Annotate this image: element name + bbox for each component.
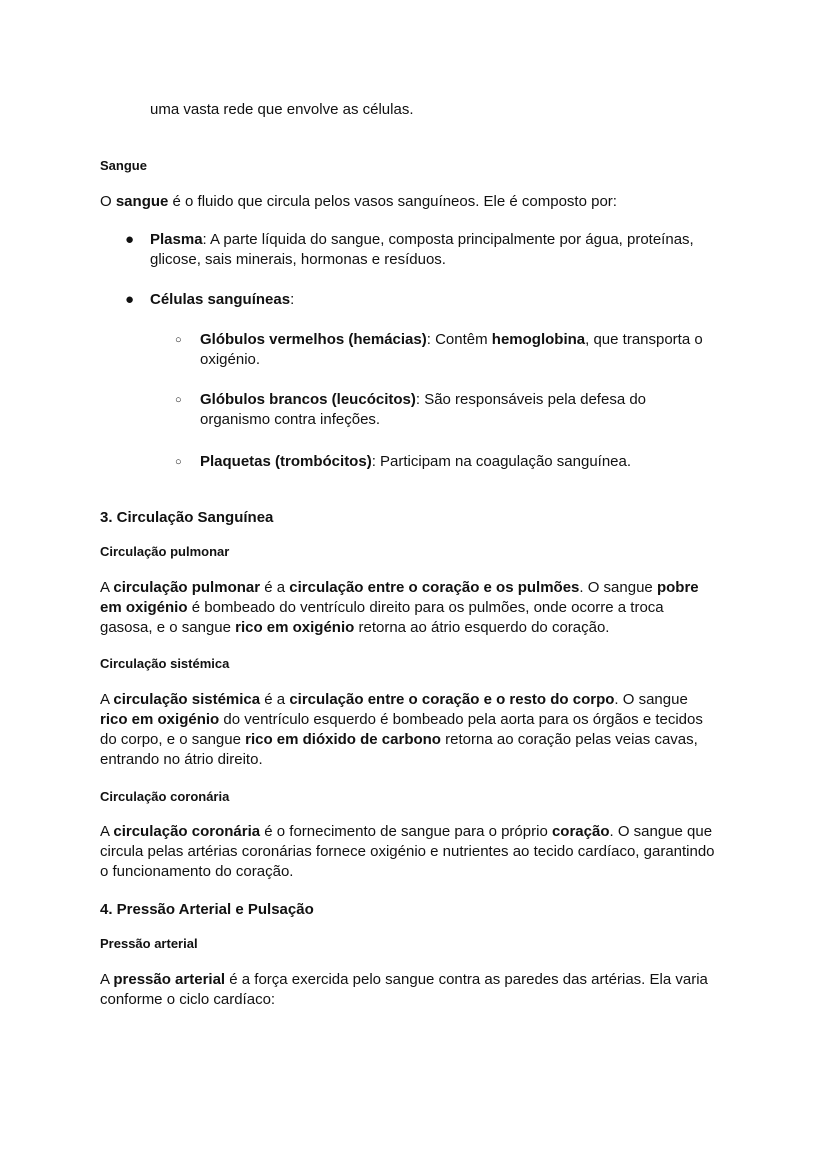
heading-circulacao-sistemica: Circulação sistémica [100,656,230,671]
coronaria-line-2: circula pelas artérias coronárias fornece oxigénio e nutrientes ao tecido cardíaco, garantindo [100,843,715,860]
circle-bullet-icon: ○ [175,394,182,406]
sistemica-line-2: rico em oxigénio do ventrículo esquerdo é bombeado pela aorta para os órgãos e tecidos [100,711,703,728]
globulos-vermelhos-line-2: oxigénio. [200,351,261,368]
coronaria-line-3: o funcionamento do coração. [100,863,294,880]
sistemica-line-1: A circulação sistémica é a circulação entre o coração e o resto do corpo. O sangue [100,691,688,708]
globulos-brancos-line-2: organismo contra infeções. [200,411,381,428]
heading-sangue: Sangue [100,158,147,173]
pulmonar-line-1: A circulação pulmonar é a circulação entre o coração e os pulmões. O sangue pobre [100,579,699,596]
globulos-brancos-line-1: Glóbulos brancos (leucócitos): São responsáveis pela defesa do [200,391,647,408]
intro-line: uma vasta rede que envolve as células. [150,101,414,118]
globulos-vermelhos-line-1: Glóbulos vermelhos (hemácias): Contêm hemoglobina, que transporta o [200,331,703,348]
pressao-line-1: A pressão arterial é a força exercida pelo sangue contra as paredes das artérias. Ela varia [100,971,708,988]
pressao-line-2: conforme o ciclo cardíaco: [100,991,276,1008]
coronaria-line-1: A circulação coronária é o fornecimento de sangue para o próprio coração. O sangue que [100,823,713,840]
pulmonar-line-2: em oxigénio é bombeado do ventrículo direito para os pulmões, onde ocorre a troca [100,599,664,616]
plasma-line-2: glicose, sais minerais, hormonas e resíduos. [150,251,446,268]
circle-bullet-icon: ○ [175,456,182,468]
circle-bullet-icon: ○ [175,334,182,346]
bullet-icon: ● [125,291,135,308]
heading-pressao-arterial: Pressão arterial [100,936,198,951]
plaquetas-line: Plaquetas (trombócitos): Participam na coagulação sanguínea. [200,453,632,470]
pulmonar-line-3: gasosa, e o sangue rico em oxigénio retorna ao átrio esquerdo do coração. [100,619,610,636]
heading-circulacao-coronaria: Circulação coronária [100,789,230,804]
heading-pressao-arterial-pulsacao: 4. Pressão Arterial e Pulsação [100,901,314,918]
heading-circulacao-sanguinea: 3. Circulação Sanguínea [100,509,274,526]
sistemica-line-3: do corpo, e o sangue rico em dióxido de carbono retorna ao coração pelas veias cavas, [100,731,698,748]
sangue-paragraph: O sangue é o fluido que circula pelos vasos sanguíneos. Ele é composto por: [100,193,617,210]
celulas-line: Células sanguíneas: [150,291,295,308]
bullet-icon: ● [125,231,135,248]
heading-circulacao-pulmonar: Circulação pulmonar [100,544,230,559]
plasma-line-1: Plasma: A parte líquida do sangue, composta principalmente por água, proteínas, [150,231,694,248]
sistemica-line-4: entrando no átrio direito. [100,751,263,768]
